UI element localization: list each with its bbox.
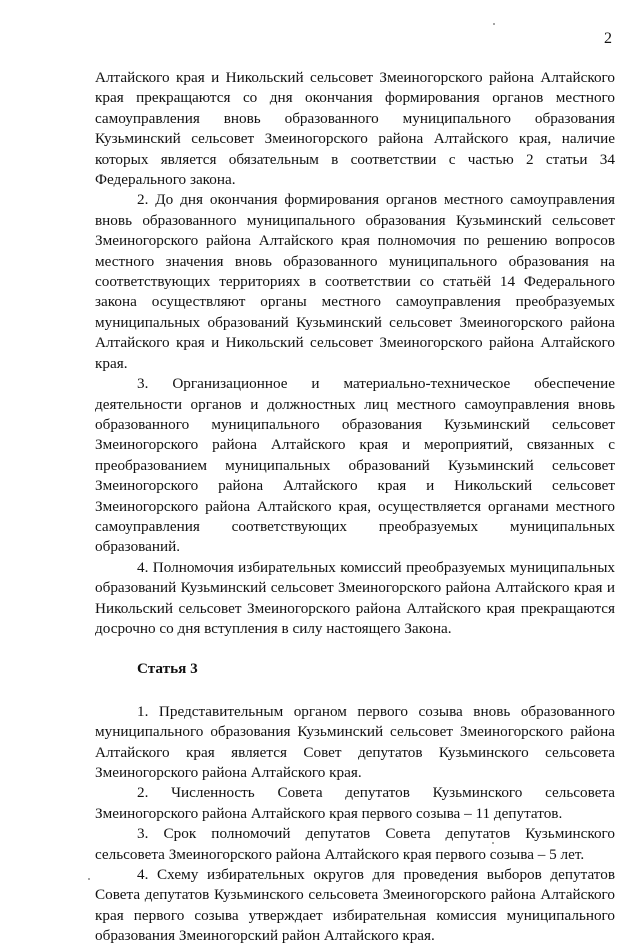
article3-item-2: 2. Численность Совета депутатов Кузьминского сельсовета Змеиногорского района Алтайского края первого созыва – 11 депутатов. <box>95 784 615 822</box>
scan-speck <box>492 842 494 844</box>
paragraph-continuation: Алтайского края и Никольский сельсовет Змеиногорского района Алтайского края прекращаются со дня окончания формирования органов местного самоуправления вновь образованного муниципального образования Кузьминский сельсовет Змеиногорского района Алтайского края, наличие которых является обязательным в соответствии с частью 2 статьи 34 Федерального закона. <box>95 69 615 189</box>
document-body <box>95 68 615 947</box>
paragraph-item-3: 3. Организационное и материально-техническое обеспечение деятельности органов и должностных лиц местного самоуправления вновь образованного муниципального образования Кузьминский сельсовет Змеиногорского района Алтайского края и мероприятий, связанных с преобразованием муниципальных образований Кузьминский сельсовет Змеиногорского района Алтайского края и Никольский сельсовет Змеиногорского района Алтайского края, осуществляется органами местного самоуправления соответствующих преобразуемых муниципальных образований. <box>95 375 615 556</box>
scan-speck <box>493 23 495 25</box>
article3-item-4: 4. Схему избирательных округов для проведения выборов депутатов Совета депутатов Кузьминского сельсовета Змеиногорского района Алтайского края первого созыва утверждает избирательная комиссия муниципального образования Змеиногорский район Алтайского края. <box>95 866 615 945</box>
section-title-article-3: Статья 3 <box>137 660 198 678</box>
page-number: 2 <box>604 30 612 47</box>
article3-item-3: 3. Срок полномочий депутатов Совета депутатов Кузьминского сельсовета Змеиногорского района Алтайского края первого созыва – 5 лет. <box>95 825 615 863</box>
article3-item-1: 1. Представительным органом первого созыва вновь образованного муниципального образования Кузьминский сельсовет Змеиногорского района Алтайского края является Совет депутатов Кузьминского сельсовета Змеиногорского района Алтайского края. <box>95 702 615 781</box>
paragraph-item-2: 2. До дня окончания формирования органов местного самоуправления вновь образованного муниципального образования Кузьминский сельсовет Змеиногорского района Алтайского края полномочия по решению вопросов местного значения вновь образованного муниципального образования на соответствующих территориях в соответствии со статьёй 14 Федерального закона осуществляют органы местного самоуправления преобразуемых муниципальных образований Кузьминский сельсовет Змеиногорского района Алтайского края и Никольский сельсовет Змеиногорского района Алтайского края. <box>95 191 615 372</box>
paragraph-item-4: 4. Полномочия избирательных комиссий преобразуемых муниципальных образований Кузьминский сельсовет Змеиногорского района Алтайского края и Никольский сельсовет Змеиногорского района Алтайского края прекращаются досрочно со дня вступления в силу настоящего Закона. <box>95 558 615 637</box>
scan-speck <box>88 878 90 880</box>
